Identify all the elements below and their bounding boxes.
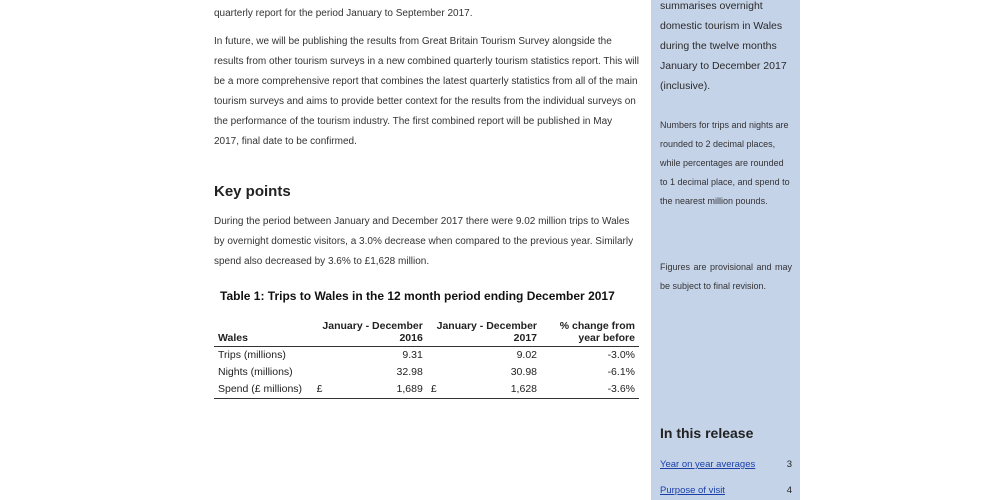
header-2017: January - December 2017 xyxy=(436,320,537,344)
currency-2017 xyxy=(427,347,449,365)
currency-2017: £ xyxy=(430,383,437,395)
value-2016: 9.31 xyxy=(402,349,423,361)
value-2017: 1,628 xyxy=(510,383,537,395)
currency-2016 xyxy=(313,347,335,365)
sidebar xyxy=(651,0,800,500)
toc-item-purpose-of-visit[interactable] xyxy=(660,485,792,496)
value-2016: 32.98 xyxy=(396,366,423,378)
currency-2016: £ xyxy=(316,383,323,395)
key-points-paragraph: During the period between January and December 2017 there were 9.02 million trips to Wales by overnight domestic visitors, a 3.0% decrease when compared to the previous year. Similarly spend also decreased by 3.6% to £1,628 million. xyxy=(214,216,634,267)
value-2016: 1,689 xyxy=(396,383,423,395)
value-change: -3.0% xyxy=(607,349,635,361)
release-heading: In this release xyxy=(660,425,754,441)
value-2017: 30.98 xyxy=(510,366,537,378)
table-title: Table 1: Trips to Wales in the 12 month period ending December 2017 xyxy=(220,289,615,303)
sidebar-provisional-note: Figures are provisional and may be subject to final revision. xyxy=(660,262,792,291)
header-change: % change from year before xyxy=(559,320,635,344)
currency-2017 xyxy=(427,364,449,381)
value-2017: 9.02 xyxy=(516,349,537,361)
sidebar-intro: summarises overnight domestic tourism in Wales during the twelve months January to December 2017 (inclusive). xyxy=(660,0,787,92)
row-label: Spend (£ millions) xyxy=(218,383,303,395)
toc-link[interactable]: Purpose of visit xyxy=(660,485,725,496)
row-label: Nights (millions) xyxy=(218,366,293,378)
table-row xyxy=(214,381,639,399)
key-points-heading: Key points xyxy=(214,183,291,200)
toc-page-number: 4 xyxy=(786,485,792,496)
trips-table xyxy=(214,320,639,399)
currency-2016 xyxy=(313,364,335,381)
row-label: Trips (millions) xyxy=(218,349,286,361)
toc-item-year-on-year[interactable] xyxy=(660,459,792,470)
table-row xyxy=(214,347,639,365)
value-change: -3.6% xyxy=(607,383,635,395)
toc-link[interactable]: Year on year averages xyxy=(660,459,756,470)
table-header-row xyxy=(214,320,639,347)
intro-paragraph-tail: quarterly report for the period January to September 2017. xyxy=(214,8,473,19)
toc-page-number: 3 xyxy=(786,459,792,470)
sidebar-rounding-note: Numbers for trips and nights are rounded to 2 decimal places, while percentages are rounded to 1 decimal place, and spend to the nearest million pounds. xyxy=(660,120,790,206)
value-change: -6.1% xyxy=(607,366,635,378)
table-row xyxy=(214,364,639,381)
header-region: Wales xyxy=(218,332,248,344)
header-2016: January - December 2016 xyxy=(322,320,423,344)
future-publication-paragraph: In future, we will be publishing the results from Great Britain Tourism Survey alongside the results from other tourism surveys in a new combined quarterly tourism statistics report. This will be a more comprehensive report that combines the latest quarterly statistics from all of the main tourism surveys and aims to provide better context for the results from the individual surveys on the performance of the tourism industry. The first combined report will be published in May 2017, final date to be confirmed. xyxy=(214,36,639,147)
